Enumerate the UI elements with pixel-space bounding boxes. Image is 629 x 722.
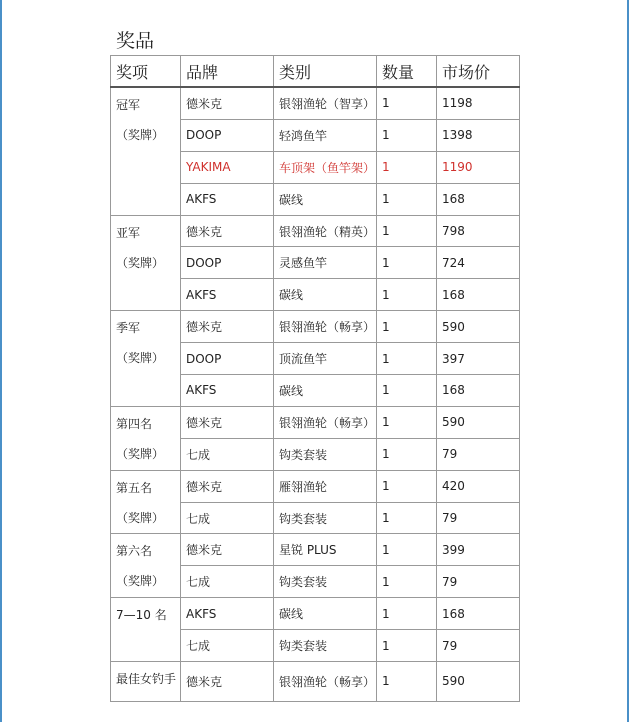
brand-cell: DOOP [181, 119, 274, 151]
price-cell: 590 [437, 406, 520, 438]
category-cell: 碳线 [274, 279, 377, 311]
category-cell: 银翎渔轮（智享） [274, 87, 377, 119]
brand-cell: 德米克 [181, 534, 274, 566]
brand-cell: 七成 [181, 630, 274, 662]
brand-cell: AKFS [181, 279, 274, 311]
quantity-cell: 1 [377, 247, 437, 279]
category-cell: 银翎渔轮（畅享） [274, 662, 377, 702]
price-cell: 79 [437, 438, 520, 470]
category-cell: 银翎渔轮（畅享） [274, 406, 377, 438]
award-name: 最佳女钓手 [116, 672, 177, 687]
award-medal-note: （奖牌） [116, 510, 165, 525]
brand-cell: DOOP [181, 343, 274, 375]
brand-cell: 德米克 [181, 87, 274, 119]
award-cell [111, 470, 181, 534]
header-brand: 品牌 [181, 56, 274, 88]
award-name: 季军 [116, 321, 141, 336]
price-cell: 79 [437, 566, 520, 598]
price-cell: 420 [437, 470, 520, 502]
price-cell: 590 [437, 662, 520, 702]
quantity-cell: 1 [377, 343, 437, 375]
prize-table-body [111, 87, 520, 701]
category-cell: 银翎渔轮（精英） [274, 215, 377, 247]
brand-cell: AKFS [181, 598, 274, 630]
category-cell: 顶流鱼竿 [274, 343, 377, 375]
award-medal-note: （奖牌） [116, 128, 165, 142]
award-name: 冠军 [116, 98, 141, 112]
quantity-cell: 1 [377, 215, 437, 247]
table-row [111, 87, 520, 119]
category-cell: 星锐 PLUS [274, 534, 377, 566]
header-quantity: 数量 [377, 56, 437, 88]
price-cell: 168 [437, 375, 520, 407]
quantity-cell: 1 [377, 662, 437, 702]
price-cell: 798 [437, 215, 520, 247]
quantity-cell: 1 [377, 87, 437, 119]
award-medal-note: （奖牌） [116, 574, 165, 589]
category-cell: 灵感鱼竿 [274, 247, 377, 279]
award-name: 亚军 [116, 225, 141, 240]
award-cell [111, 406, 181, 470]
quantity-cell: 1 [377, 534, 437, 566]
price-cell: 397 [437, 343, 520, 375]
brand-cell: 七成 [181, 438, 274, 470]
quantity-cell: 1 [377, 630, 437, 662]
table-row [111, 215, 520, 247]
quantity-cell: 1 [377, 279, 437, 311]
prize-table [110, 55, 520, 702]
award-cell [111, 311, 181, 407]
price-cell: 724 [437, 247, 520, 279]
table-row [111, 470, 520, 502]
quantity-cell: 1 [377, 406, 437, 438]
page-border-left [0, 0, 2, 722]
category-cell: 碳线 [274, 183, 377, 215]
brand-cell: YAKIMA [181, 151, 274, 183]
award-name: 第四名 [116, 416, 153, 431]
quantity-cell: 1 [377, 119, 437, 151]
brand-cell: 德米克 [181, 311, 274, 343]
table-row [111, 662, 520, 702]
quantity-cell: 1 [377, 311, 437, 343]
award-cell [111, 215, 181, 311]
table-row [111, 406, 520, 438]
brand-cell: 七成 [181, 502, 274, 534]
category-cell: 钩类套装 [274, 566, 377, 598]
brand-cell: 德米克 [181, 406, 274, 438]
award-medal-note: （奖牌） [116, 351, 165, 366]
award-cell [111, 662, 181, 702]
category-cell: 银翎渔轮（畅享） [274, 311, 377, 343]
header-market-price: 市场价 [437, 56, 520, 88]
table-row [111, 311, 520, 343]
brand-cell: AKFS [181, 183, 274, 215]
brand-cell: 七成 [181, 566, 274, 598]
quantity-cell: 1 [377, 375, 437, 407]
award-cell [111, 598, 181, 662]
quantity-cell: 1 [377, 598, 437, 630]
award-cell [111, 534, 181, 598]
award-name: 7—10 名 [116, 608, 167, 623]
price-cell: 79 [437, 502, 520, 534]
price-cell: 168 [437, 598, 520, 630]
category-cell: 钩类套装 [274, 438, 377, 470]
quantity-cell: 1 [377, 438, 437, 470]
category-cell: 碳线 [274, 375, 377, 407]
brand-cell: 德米克 [181, 470, 274, 502]
price-cell: 1190 [437, 151, 520, 183]
header-award: 奖项 [111, 56, 181, 88]
price-cell: 168 [437, 279, 520, 311]
price-cell: 1398 [437, 119, 520, 151]
award-name: 第六名 [116, 544, 153, 559]
header-category: 类别 [274, 56, 377, 88]
category-cell: 碳线 [274, 598, 377, 630]
category-cell: 钩类套装 [274, 502, 377, 534]
brand-cell: 德米克 [181, 215, 274, 247]
quantity-cell: 1 [377, 502, 437, 534]
price-cell: 168 [437, 183, 520, 215]
table-row [111, 598, 520, 630]
category-cell: 雁翎渔轮 [274, 470, 377, 502]
brand-cell: 德米克 [181, 662, 274, 702]
quantity-cell: 1 [377, 566, 437, 598]
award-name: 第五名 [116, 480, 153, 495]
table-header-row [111, 56, 520, 88]
quantity-cell: 1 [377, 151, 437, 183]
page-title: 奖品 [116, 30, 155, 52]
price-cell: 590 [437, 311, 520, 343]
category-cell: 车顶架（鱼竿架） [274, 151, 377, 183]
quantity-cell: 1 [377, 183, 437, 215]
table-row [111, 534, 520, 566]
award-cell [111, 87, 181, 215]
price-cell: 79 [437, 630, 520, 662]
category-cell: 钩类套装 [274, 630, 377, 662]
category-cell: 轻鸿鱼竿 [274, 119, 377, 151]
award-medal-note: （奖牌） [116, 446, 165, 461]
price-cell: 1198 [437, 87, 520, 119]
quantity-cell: 1 [377, 470, 437, 502]
price-cell: 399 [437, 534, 520, 566]
brand-cell: AKFS [181, 375, 274, 407]
award-medal-note: （奖牌） [116, 255, 165, 270]
brand-cell: DOOP [181, 247, 274, 279]
